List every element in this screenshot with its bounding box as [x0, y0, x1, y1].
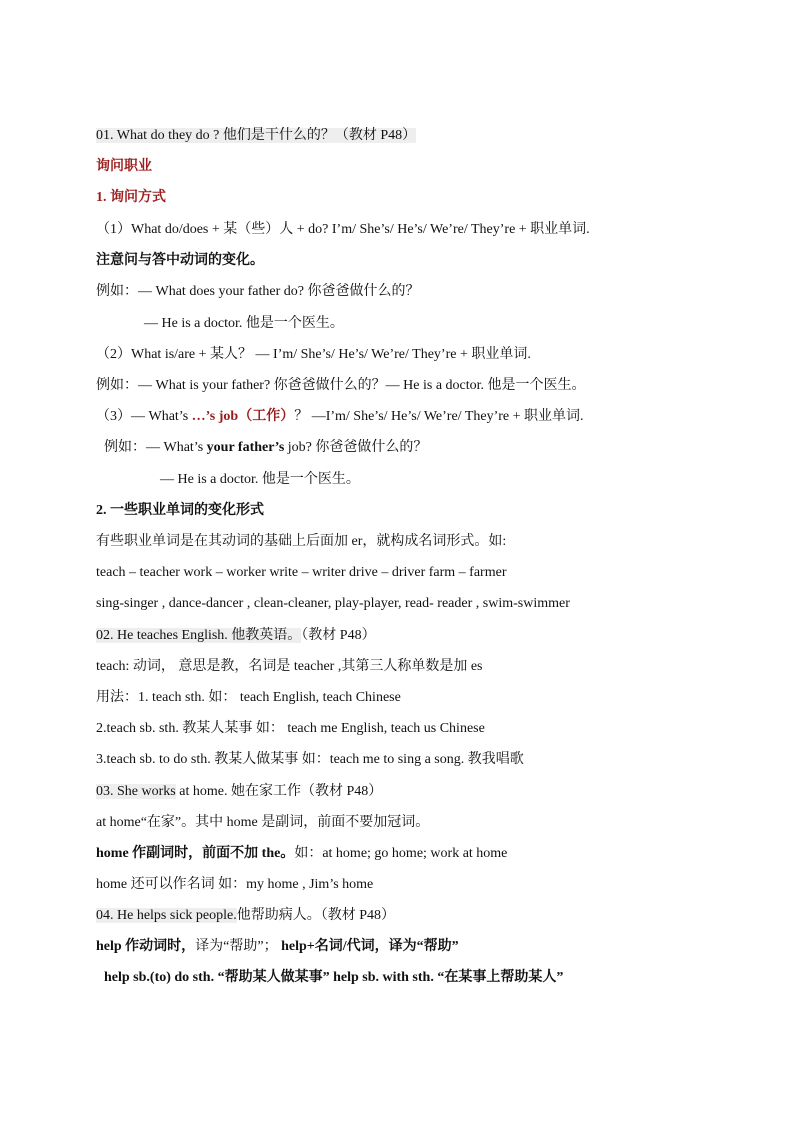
note-verb-change: 注意问与答中动词的变化。 — [96, 253, 264, 268]
help-verb-note — [96, 937, 754, 957]
help-noun-pattern: help+名词/代词，译为“帮助” — [281, 939, 459, 954]
at-home-explanation: at home“在家”。其中 home 是副词，前面不要加冠词。 — [96, 815, 430, 830]
note-01-text: 01. What do they do ? 他们是干什么的？（教材 P48） — [96, 128, 417, 143]
note-02-heading — [96, 626, 754, 646]
example-3-part-c: job? 你爸爸做什么的？ — [284, 440, 428, 455]
example-3-part-a: 例如：— What’s — [104, 440, 207, 455]
note-02-text: 02. He teaches English. 他教英语。 — [96, 628, 302, 643]
home-adverb-note — [96, 844, 754, 864]
note-03-text: 03. She works — [96, 784, 176, 799]
pattern-3 — [96, 407, 754, 427]
example-1-question: 例如：— What does your father do? 你爸爸做什么的？ — [96, 284, 420, 299]
subsection-ask-method: 1. 询问方式 — [96, 190, 166, 205]
note-04-text: 04. He helps sick people. — [96, 908, 237, 923]
teach-usage-2: 2.teach sb. sth. 教某人某事 如： teach me English, teach us Chinese — [96, 721, 485, 736]
note-01-heading — [96, 126, 754, 146]
help-verb-meaning: 译为“帮助”； — [195, 939, 282, 954]
home-adverb-bold: home 作副词时，前面不加 the。 — [96, 846, 295, 861]
pattern-3-part-a: （3）— What’s — [96, 409, 192, 424]
job-word-rule: 有些职业单词是在其动词的基础上后面加 er，就构成名词形式。如: — [96, 534, 507, 549]
example-2: 例如：— What is your father? 你爸爸做什么的？— He is a doctor. 他是一个医生。 — [96, 378, 586, 393]
pattern-3-part-c: ？ —I’m/ She’s/ He’s/ We’re/ They’re + 职业单词. — [294, 409, 584, 424]
note-03-heading — [96, 782, 754, 802]
teach-definition: teach: 动词， 意思是教，名词是 teacher ,其第三人称单数是加 es — [96, 659, 483, 674]
help-patterns: help sb.(to) do sth. “帮助某人做某事” help sb. with sth. “在某事上帮助某人” — [104, 970, 564, 985]
note-02-source: （教材 P48） — [301, 628, 376, 643]
pattern-2: （2）What is/are + 某人？ — I’m/ She’s/ He’s/ We’re/ They’re + 职业单词. — [96, 347, 531, 362]
help-verb-bold: help 作动词时， — [96, 939, 196, 954]
subsection-job-word-forms: 2. 一些职业单词的变化形式 — [96, 503, 264, 518]
home-noun-note: home 还可以作名词 如：my home , Jim’s home — [96, 877, 374, 892]
example-3-answer: — He is a doctor. 他是一个医生。 — [160, 472, 360, 487]
home-adverb-examples: 如：at home; go home; work at home — [294, 846, 508, 861]
job-word-list-1: teach – teacher work – worker write – writer drive – driver farm – farmer — [96, 565, 507, 580]
example-3-bold: your father’s — [206, 440, 285, 455]
pattern-3-highlight: …’s job（工作） — [191, 409, 295, 424]
note-03-rest: at home. 她在家工作（教材 P48） — [175, 784, 383, 799]
note-04-heading — [96, 906, 754, 926]
pattern-1: （1）What do/does + 某（些）人 + do? I’m/ She’s/ He’s/ We’re/ They’re + 职业单词. — [96, 222, 590, 237]
note-04-rest: 他帮助病人。（教材 P48） — [236, 908, 396, 923]
teach-usage-3: 3.teach sb. to do sth. 教某人做某事 如：teach me to sing a song. 教我唱歌 — [96, 752, 524, 767]
teach-usage-1: 用法：1. teach sth. 如： teach English, teach Chinese — [96, 690, 401, 705]
job-word-list-2: sing-singer , dance-dancer , clean-cleaner, play-player, read- reader , swim-swimmer — [96, 596, 570, 611]
section-title-ask-job: 询问职业 — [96, 159, 152, 174]
example-1-answer: — He is a doctor. 他是一个医生。 — [144, 316, 344, 331]
example-3-question — [104, 438, 754, 458]
